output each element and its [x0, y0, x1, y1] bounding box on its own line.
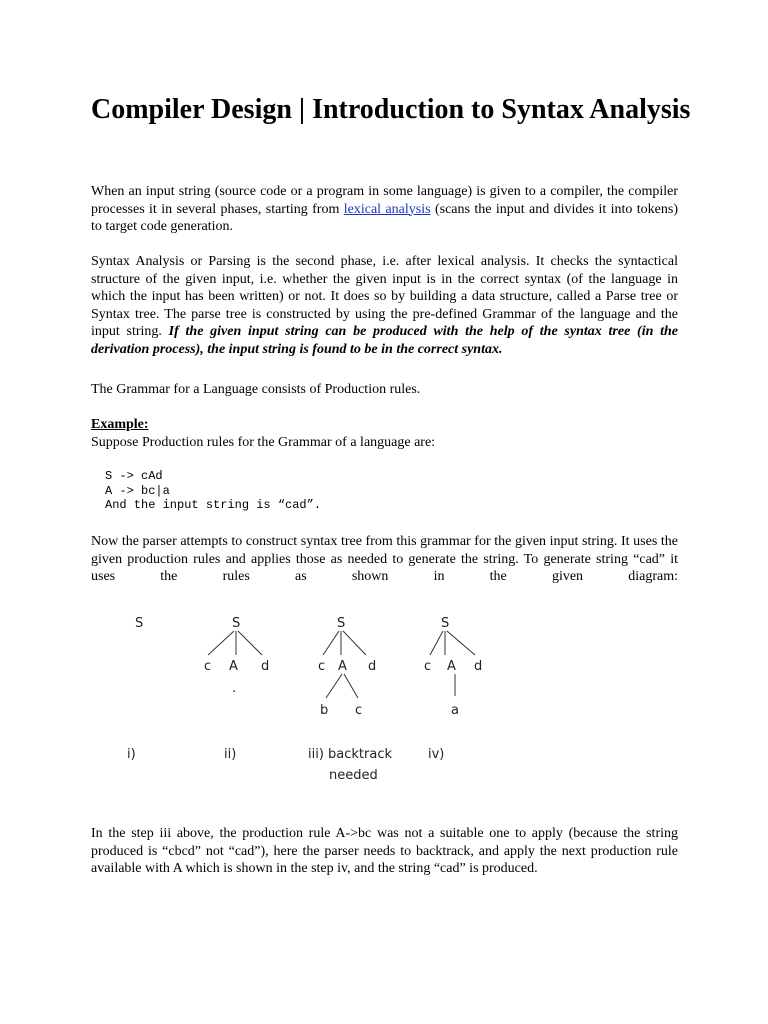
label-step-i: i): [127, 747, 136, 762]
tree2-root: S: [232, 616, 241, 631]
parser-paragraph: Now the parser attempts to construct syntax tree from this grammar for the given input string. It uses the given production rules and applies those as needed to generate the string. To generate string “cad” it uses the rules as shown in the given diagram:: [91, 534, 678, 584]
tree2-child-d: d: [261, 659, 270, 674]
label-step-iii: iii) backtrack: [308, 747, 393, 762]
tree2-edge: [238, 631, 262, 655]
tree4-edge: [447, 631, 475, 655]
tree3-child-A: A: [338, 659, 347, 674]
intro-text-before-link: When an input string (source code or a program in some language) is given to a compiler, the compiler processes it in several phases, starting from: [91, 184, 678, 217]
code-line: S -> cAd: [105, 469, 163, 483]
tree3-grandchild-b: b: [320, 703, 329, 718]
syntax-analysis-emphasis: If the given input string can be produced with the help of the syntax tree (in the derivation process), the input string is found to be in the correct syntax.: [91, 324, 679, 357]
code-line: And the input string is “cad”.: [105, 498, 322, 512]
tree4-edge: [430, 631, 443, 655]
tree4-grandchild-a: a: [451, 703, 459, 718]
lexical-analysis-link[interactable]: lexical analysis: [343, 201, 431, 217]
example-intro: Suppose Production rules for the Grammar of a language are:: [91, 434, 436, 450]
syntax-analysis-paragraph: [91, 253, 678, 358]
tree4-root: S: [441, 616, 450, 631]
intro-text-after-link: (scans the input and divides it into tokens) to target code generation.: [91, 201, 678, 234]
tree2-mark: .: [232, 681, 237, 696]
syntax-analysis-text: Syntax Analysis or Parsing is the second phase, i.e. after lexical analysis. It checks the syntactical structure of the given input, i.e. whether the given input is in the correct syntax (of the language in which the input has been written) or not. It does so by building a data structure, called a Parse tree or Syntax tree. The parse tree is constructed by using the pre-defined Grammar of the language and the input string.: [91, 254, 678, 339]
example-block: [91, 416, 678, 451]
tree3-edge: [326, 674, 342, 698]
label-step-iii-needed: needed: [329, 768, 378, 783]
tree3-grandchild-c: c: [355, 703, 363, 718]
parse-tree-diagram: [0, 600, 768, 800]
intro-paragraph: [91, 183, 678, 236]
grammar-paragraph: The Grammar for a Language consists of Production rules.: [91, 382, 421, 397]
tree3-edge: [344, 674, 358, 698]
tree3-edge: [323, 631, 339, 655]
tree3-root: S: [337, 616, 346, 631]
tree4-child-d: d: [474, 659, 483, 674]
code-line: A -> bc|a: [105, 483, 170, 498]
tree3-child-d: d: [368, 659, 377, 674]
tree4-child-A: A: [447, 659, 456, 674]
example-heading: Example:: [91, 417, 149, 432]
label-step-iv: iv): [428, 747, 445, 762]
tree2-child-A: A: [229, 659, 238, 674]
tree4-child-c: c: [424, 659, 432, 674]
tree3-child-c: c: [318, 659, 326, 674]
tree2-child-c: c: [204, 659, 212, 674]
tree1-root: S: [135, 616, 144, 631]
tree3-edge: [343, 631, 366, 655]
tree2-edge: [208, 631, 234, 655]
production-rules-code: [105, 469, 321, 513]
page-title: Compiler Design | Introduction to Syntax Analysis: [91, 94, 691, 125]
backtrack-paragraph: In the step iii above, the production rule A->bc was not a suitable one to apply (because the string produced is “cbcd” not “cad”), here the parser needs to backtrack, and apply the next production rule available with A which is shown in the step iv, and the string “cad” is produced.: [91, 826, 678, 876]
label-step-ii: ii): [224, 747, 237, 762]
